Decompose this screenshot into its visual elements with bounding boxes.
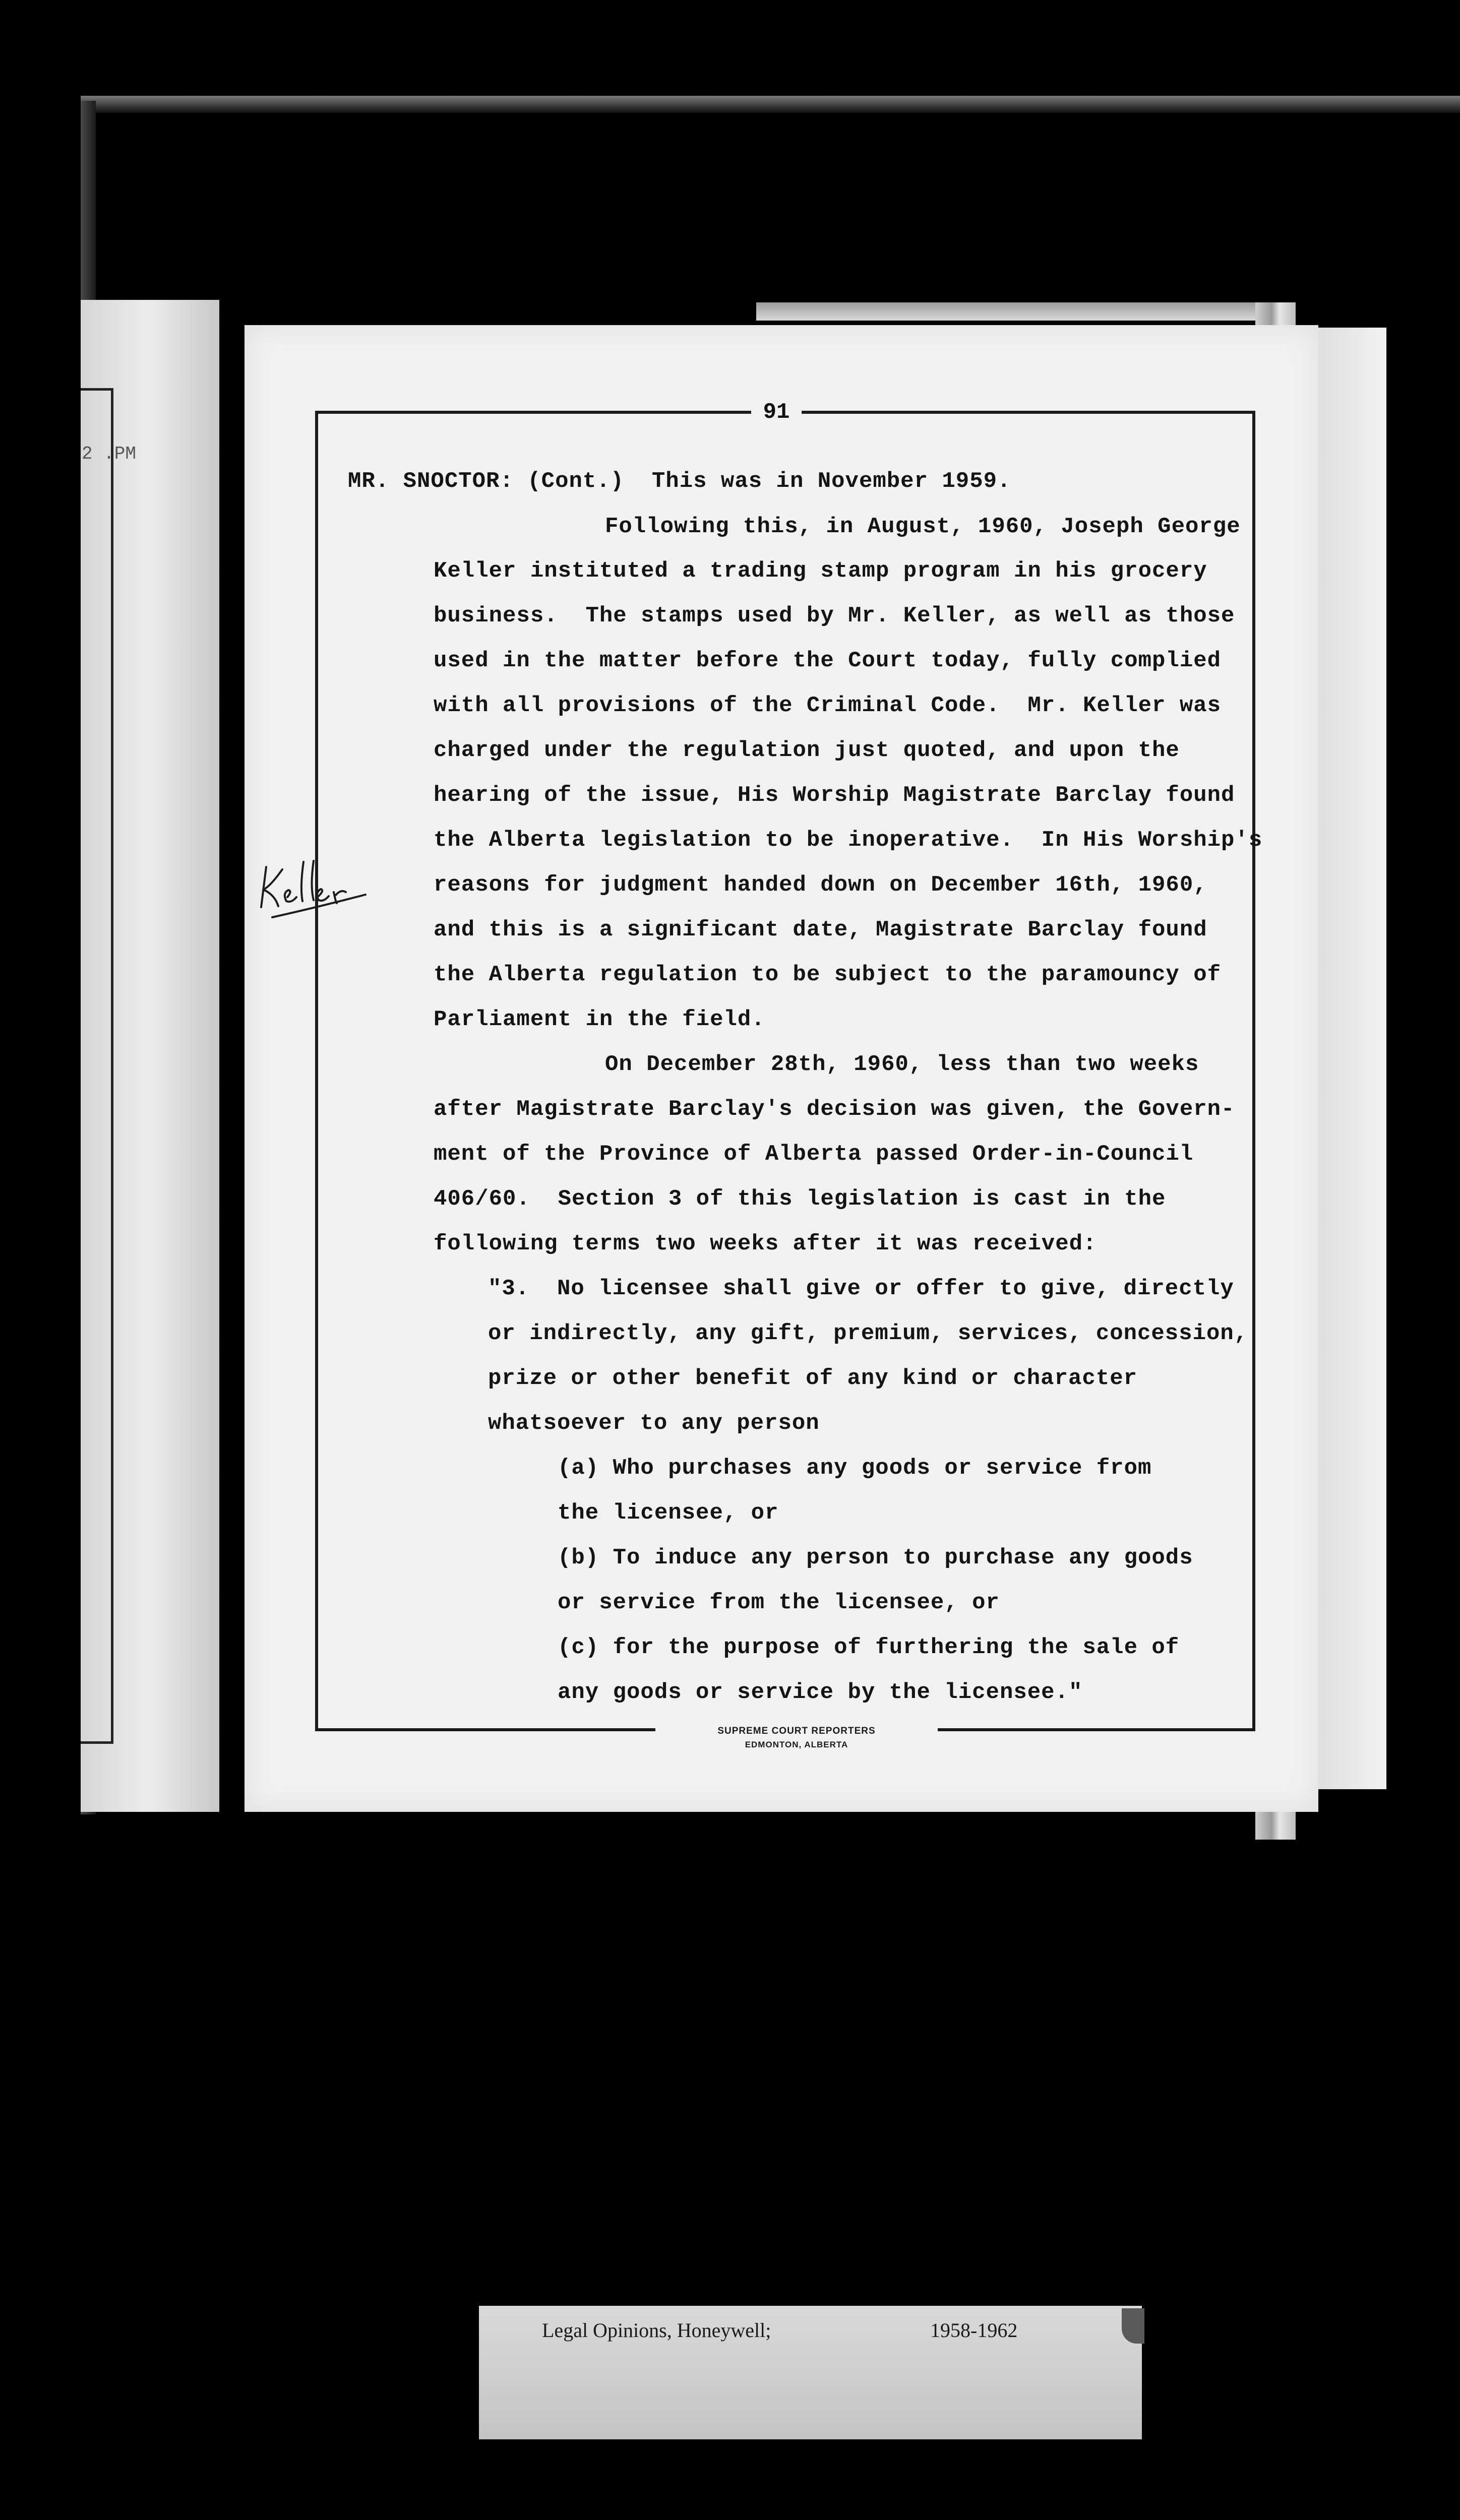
text-line: On December 28th, 1960, less than two weeks: [605, 1052, 1199, 1077]
text-line: with all provisions of the Criminal Code. Mr. Keller was: [434, 693, 1222, 718]
text-line: Keller instituted a trading stamp program in his grocery: [434, 558, 1207, 584]
text-line: business. The stamps used by Mr. Keller, as well as those: [434, 603, 1235, 628]
quoted-line: prize or other benefit of any kind or character: [488, 1366, 1138, 1391]
text-line: hearing of the issue, His Worship Magistrate Barclay found: [434, 783, 1235, 808]
text-line: used in the matter before the Court today, fully complied: [434, 648, 1222, 673]
page-stack-top: [756, 302, 1281, 321]
text-line: ment of the Province of Alberta passed Order-in-Council: [434, 1142, 1194, 1167]
left-page-border: [81, 388, 113, 1744]
clause-line: (a) Who purchases any goods or service from: [558, 1456, 1152, 1481]
text-line: and this is a significant date, Magistrate Barclay found: [434, 917, 1207, 942]
text-line: charged under the regulation just quoted, and upon the: [434, 738, 1180, 763]
quoted-line: "3. No licensee shall give or offer to give, directly: [488, 1276, 1234, 1301]
page-number: 91: [751, 397, 802, 427]
clause-line: or service from the licensee, or: [558, 1590, 1000, 1615]
quoted-line: whatsoever to any person: [488, 1411, 820, 1436]
text-line: after Magistrate Barclay's decision was given, the Govern-: [434, 1097, 1235, 1122]
text-line: the Alberta regulation to be subject to the paramouncy of: [434, 962, 1222, 987]
label-notch: [1122, 2308, 1144, 2344]
text-line: 406/60. Section 3 of this legislation is cast in the: [434, 1186, 1166, 1212]
clause-line: (c) for the purpose of furthering the sale of: [558, 1635, 1180, 1660]
label-years: 1958-1962: [930, 2319, 1018, 2342]
text-line: Following this, in August, 1960, Joseph George: [605, 514, 1241, 539]
clause-line: (b) To induce any person to purchase any goods: [558, 1545, 1193, 1570]
handwritten-margin-note: [252, 847, 373, 922]
quoted-line: or indirectly, any gift, premium, services, concession,: [488, 1321, 1248, 1346]
left-page-fragment: 2 .PM: [82, 444, 137, 464]
reporter-stamp-line1: SUPREME COURT REPORTERS: [655, 1724, 938, 1737]
text-line: Parliament in the field.: [434, 1007, 765, 1032]
text-line: following terms two weeks after it was received:: [434, 1231, 1097, 1256]
clause-line: the licensee, or: [558, 1500, 779, 1526]
clause-line: any goods or service by the licensee.": [558, 1680, 1083, 1705]
text-line: reasons for judgment handed down on December 16th, 1960,: [434, 872, 1207, 898]
film-strip-top: [81, 96, 1460, 113]
text-line: the Alberta legislation to be inoperative. In His Worship's: [434, 828, 1263, 853]
text-line: MR. SNOCTOR: (Cont.) This was in November 1959.: [348, 469, 1011, 494]
reporter-stamp-line2: EDMONTON, ALBERTA: [745, 1740, 848, 1749]
label-title: Legal Opinions, Honeywell;: [542, 2319, 771, 2342]
